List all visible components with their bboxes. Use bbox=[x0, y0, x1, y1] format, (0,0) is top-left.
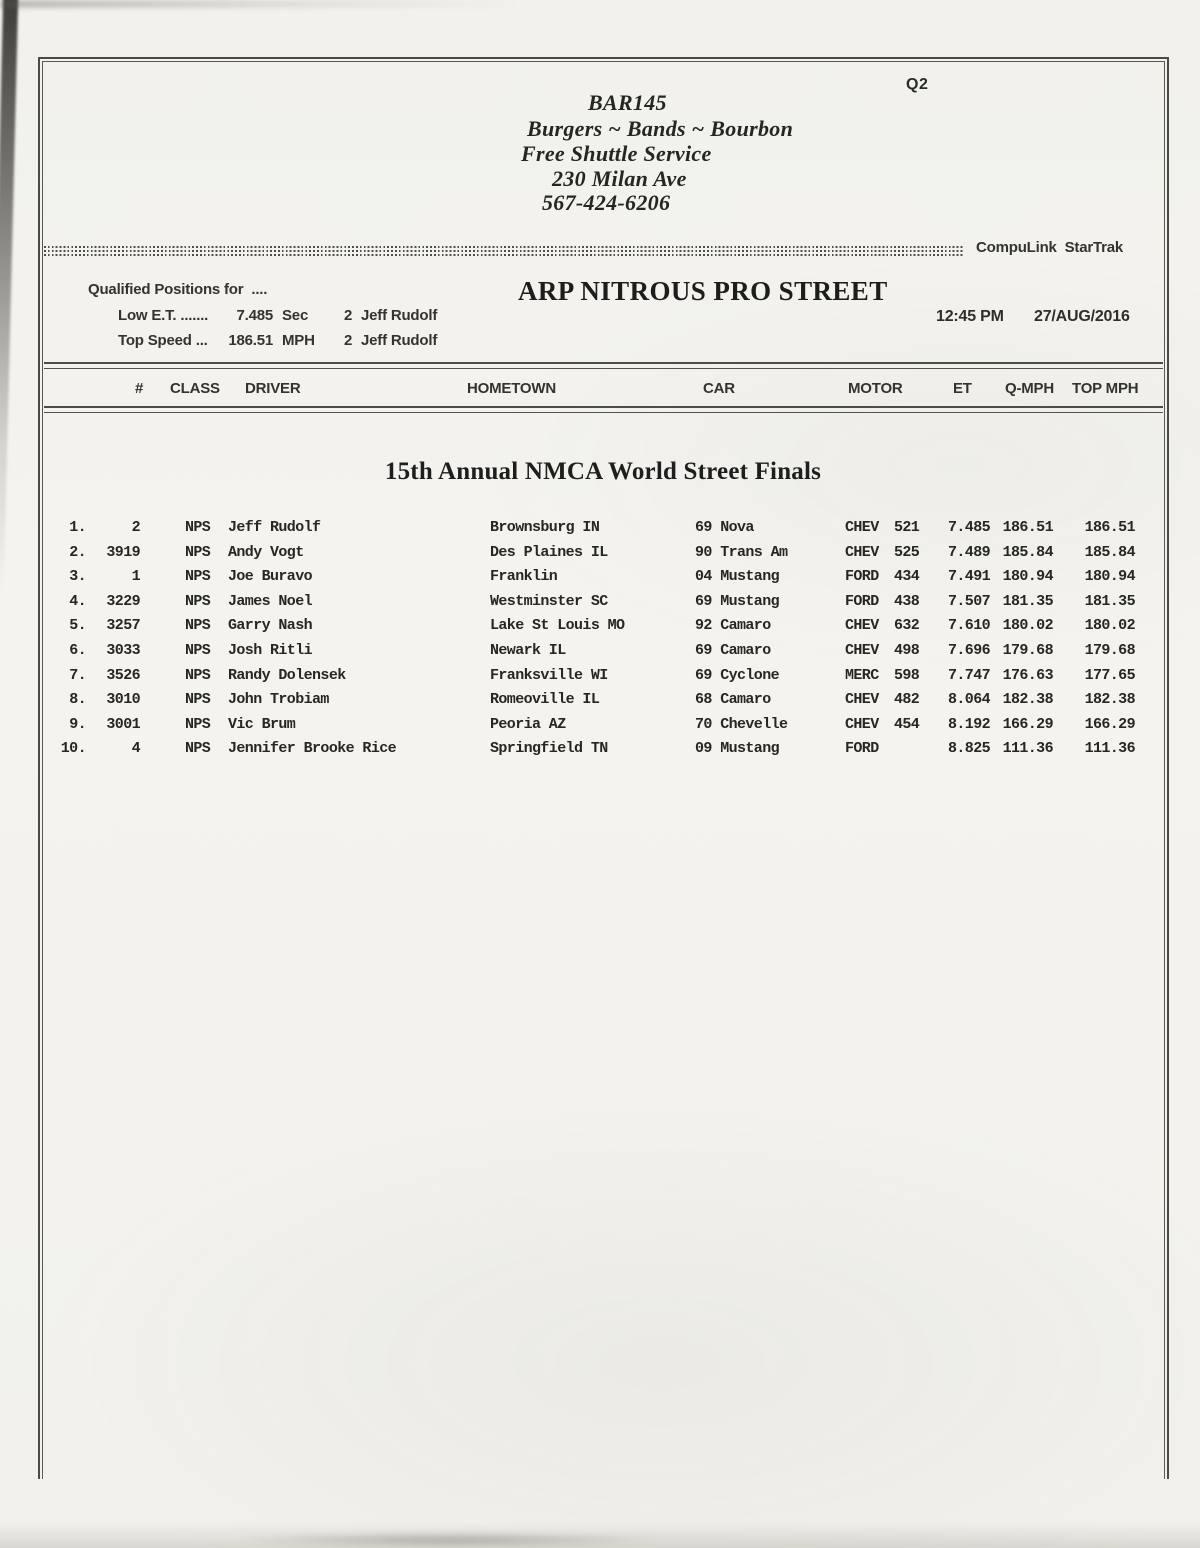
low-et-unit: Sec bbox=[282, 307, 309, 324]
cell-car-number: 4 bbox=[131, 740, 140, 758]
cell-class: NPS bbox=[185, 740, 211, 758]
cell-cid: 482 bbox=[894, 691, 920, 709]
cell-car-number: 3033 bbox=[106, 642, 140, 659]
session-date: 27/AUG/2016 bbox=[1034, 308, 1130, 325]
cell-et: 8.825 bbox=[947, 740, 990, 758]
cell-hometown: Des Plaines IL bbox=[490, 543, 608, 561]
cell-cid: 521 bbox=[894, 519, 920, 536]
cell-et: 7.491 bbox=[947, 568, 990, 586]
cell-car-number: 2 bbox=[131, 519, 140, 536]
cell-topmph: 111.36 bbox=[1084, 740, 1135, 758]
session-time: 12:45 PM bbox=[936, 308, 1004, 325]
cell-position: 9. bbox=[69, 715, 86, 733]
cell-et: 8.064 bbox=[947, 691, 990, 709]
col-header-driver: DRIVER bbox=[245, 380, 301, 397]
advert-phone: 567-424-6206 bbox=[542, 190, 671, 215]
cell-driver: Jennifer Brooke Rice bbox=[228, 740, 397, 758]
cell-hometown: Westminster SC bbox=[490, 592, 608, 610]
cell-qmph: 111.36 bbox=[1002, 740, 1053, 758]
cell-et: 8.192 bbox=[947, 715, 990, 733]
cell-driver: John Trobiam bbox=[228, 691, 329, 709]
cell-class: NPS bbox=[185, 592, 211, 610]
cell-cid: 632 bbox=[894, 617, 920, 635]
session-title: ARP NITROUS PRO STREET bbox=[518, 276, 888, 306]
col-header-qmph: Q-MPH bbox=[1005, 380, 1054, 397]
cell-qmph: 176.63 bbox=[1002, 666, 1053, 684]
dotted-separator bbox=[44, 246, 964, 257]
table-row bbox=[0, 544, 1200, 568]
col-header-et: ET bbox=[953, 380, 972, 397]
cell-topmph: 185.84 bbox=[1084, 543, 1135, 561]
cell-car-number: 1 bbox=[131, 568, 140, 586]
table-row bbox=[0, 716, 1200, 740]
cell-position: 5. bbox=[69, 617, 86, 635]
cell-topmph: 179.68 bbox=[1084, 642, 1135, 659]
cell-position: 7. bbox=[69, 666, 86, 684]
cell-class: NPS bbox=[185, 666, 211, 684]
cell-topmph: 166.29 bbox=[1084, 715, 1135, 733]
page-border-frame-inner bbox=[42, 61, 1165, 1479]
cell-class: NPS bbox=[185, 642, 211, 659]
cell-qmph: 182.38 bbox=[1002, 691, 1053, 709]
cell-car-number: 3001 bbox=[106, 715, 140, 733]
cell-qmph: 186.51 bbox=[1002, 519, 1053, 536]
cell-hometown: Lake St Louis MO bbox=[490, 617, 625, 635]
cell-driver: Garry Nash bbox=[228, 617, 313, 635]
table-row bbox=[0, 568, 1200, 592]
cell-car-number: 3010 bbox=[106, 691, 140, 709]
cell-hometown: Newark IL bbox=[490, 642, 566, 659]
table-row bbox=[0, 593, 1200, 617]
top-speed-value: 186.51 bbox=[228, 332, 273, 349]
low-et-label: Low E.T. ....... bbox=[118, 307, 209, 324]
top-speed-driver: Jeff Rudolf bbox=[361, 332, 438, 349]
low-et-car-number: 2 bbox=[344, 307, 353, 324]
cell-car: 90 Trans Am bbox=[695, 543, 788, 561]
cell-car: 68 Camaro bbox=[695, 691, 771, 709]
cell-position: 8. bbox=[69, 691, 86, 709]
cell-car: 09 Mustang bbox=[695, 740, 780, 758]
cell-qmph: 180.94 bbox=[1002, 568, 1053, 586]
cell-motor: CHEV bbox=[845, 691, 879, 709]
cell-motor: MERC bbox=[845, 666, 879, 684]
advert-service: Free Shuttle Service bbox=[521, 141, 712, 166]
cell-motor: CHEV bbox=[845, 519, 879, 536]
low-et-value: 7.485 bbox=[236, 307, 273, 324]
cell-et: 7.696 bbox=[947, 642, 990, 659]
cell-driver: James Noel bbox=[228, 592, 313, 610]
cell-topmph: 181.35 bbox=[1084, 592, 1135, 610]
timing-system-brand: CompuLink StarTrak bbox=[976, 239, 1124, 256]
cell-topmph: 186.51 bbox=[1084, 519, 1135, 536]
top-speed-unit: MPH bbox=[282, 332, 315, 349]
table-row bbox=[0, 519, 1200, 543]
cell-motor: CHEV bbox=[845, 617, 879, 635]
cell-car: 92 Camaro bbox=[695, 617, 771, 635]
cell-car-number: 3919 bbox=[106, 543, 140, 561]
cell-cid: 434 bbox=[894, 568, 920, 586]
cell-car: 70 Chevelle bbox=[695, 715, 788, 733]
cell-car: 69 Cyclone bbox=[695, 666, 780, 684]
table-row bbox=[0, 667, 1200, 691]
cell-cid: 525 bbox=[894, 543, 920, 561]
page-border-frame bbox=[38, 57, 1169, 1479]
cell-position: 2. bbox=[69, 543, 86, 561]
cell-cid: 438 bbox=[894, 592, 920, 610]
cell-hometown: Springfield TN bbox=[490, 740, 608, 758]
cell-motor: FORD bbox=[845, 740, 879, 758]
header-rule-bottom bbox=[44, 406, 1163, 413]
cell-qmph: 180.02 bbox=[1002, 617, 1053, 635]
table-row bbox=[0, 691, 1200, 715]
col-header-topmph: TOP MPH bbox=[1072, 380, 1139, 397]
cell-class: NPS bbox=[185, 519, 211, 536]
cell-qmph: 179.68 bbox=[1002, 642, 1053, 659]
scan-edge-shadow bbox=[0, 0, 18, 592]
cell-qmph: 166.29 bbox=[1002, 715, 1053, 733]
cell-class: NPS bbox=[185, 543, 211, 561]
table-row bbox=[0, 642, 1200, 666]
qualified-heading: Qualified Positions for .... bbox=[88, 281, 268, 298]
cell-class: NPS bbox=[185, 715, 211, 733]
cell-car: 69 Mustang bbox=[695, 592, 780, 610]
cell-driver: Andy Vogt bbox=[228, 543, 304, 561]
cell-driver: Vic Brum bbox=[228, 715, 296, 733]
event-title: 15th Annual NMCA World Street Finals bbox=[384, 458, 822, 485]
cell-position: 3. bbox=[69, 568, 86, 586]
advert-tagline: Burgers ~ Bands ~ Bourbon bbox=[527, 116, 794, 141]
table-row bbox=[0, 740, 1200, 764]
cell-motor: CHEV bbox=[845, 715, 879, 733]
cell-et: 7.610 bbox=[947, 617, 990, 635]
cell-qmph: 185.84 bbox=[1002, 543, 1053, 561]
cell-motor: FORD bbox=[845, 568, 879, 586]
cell-position: 4. bbox=[69, 592, 86, 610]
table-row bbox=[0, 617, 1200, 641]
cell-hometown: Franksville WI bbox=[490, 666, 608, 684]
cell-topmph: 180.02 bbox=[1084, 617, 1135, 635]
cell-hometown: Romeoville IL bbox=[490, 691, 600, 709]
advert-name: BAR145 bbox=[588, 90, 667, 115]
round-marker: Q2 bbox=[906, 76, 929, 93]
cell-et: 7.485 bbox=[947, 519, 990, 536]
col-header-class: CLASS bbox=[170, 380, 220, 397]
header-rule-top bbox=[44, 362, 1163, 369]
advert-address: 230 Milan Ave bbox=[552, 166, 687, 191]
col-header-hometown: HOMETOWN bbox=[467, 380, 556, 397]
cell-et: 7.747 bbox=[947, 666, 990, 684]
cell-topmph: 180.94 bbox=[1084, 568, 1135, 586]
cell-motor: CHEV bbox=[845, 642, 879, 659]
cell-hometown: Brownsburg IN bbox=[490, 519, 600, 536]
cell-et: 7.489 bbox=[947, 543, 990, 561]
cell-qmph: 181.35 bbox=[1002, 592, 1053, 610]
cell-class: NPS bbox=[185, 617, 211, 635]
cell-cid: 598 bbox=[894, 666, 920, 684]
col-header-car: CAR bbox=[703, 380, 735, 397]
cell-cid: 498 bbox=[894, 642, 920, 659]
cell-car: 69 Nova bbox=[695, 519, 754, 536]
cell-car-number: 3257 bbox=[106, 617, 140, 635]
top-speed-label: Top Speed ... bbox=[118, 332, 208, 349]
cell-position: 1. bbox=[69, 519, 86, 536]
col-header-number: # bbox=[135, 380, 144, 397]
cell-motor: FORD bbox=[845, 592, 879, 610]
cell-driver: Josh Ritli bbox=[228, 642, 313, 659]
cell-hometown: Franklin bbox=[490, 568, 558, 586]
top-speed-car-number: 2 bbox=[344, 332, 353, 349]
cell-position: 6. bbox=[69, 642, 86, 659]
cell-et: 7.507 bbox=[947, 592, 990, 610]
cell-car-number: 3526 bbox=[106, 666, 140, 684]
cell-hometown: Peoria AZ bbox=[490, 715, 566, 733]
cell-topmph: 177.65 bbox=[1084, 666, 1135, 684]
cell-driver: Jeff Rudolf bbox=[228, 519, 321, 536]
low-et-driver: Jeff Rudolf bbox=[361, 307, 438, 324]
scan-smudge bbox=[235, 1532, 665, 1548]
cell-topmph: 182.38 bbox=[1084, 691, 1135, 709]
cell-position: 10. bbox=[60, 740, 86, 758]
cell-class: NPS bbox=[185, 691, 211, 709]
cell-cid: 454 bbox=[894, 715, 920, 733]
cell-driver: Joe Buravo bbox=[228, 568, 313, 586]
cell-car: 04 Mustang bbox=[695, 568, 780, 586]
cell-motor: CHEV bbox=[845, 543, 879, 561]
cell-car: 69 Camaro bbox=[695, 642, 771, 659]
col-header-motor: MOTOR bbox=[848, 380, 903, 397]
cell-car-number: 3229 bbox=[106, 592, 140, 610]
cell-driver: Randy Dolensek bbox=[228, 666, 346, 684]
scan-top-shadow bbox=[0, 0, 520, 8]
cell-class: NPS bbox=[185, 568, 211, 586]
